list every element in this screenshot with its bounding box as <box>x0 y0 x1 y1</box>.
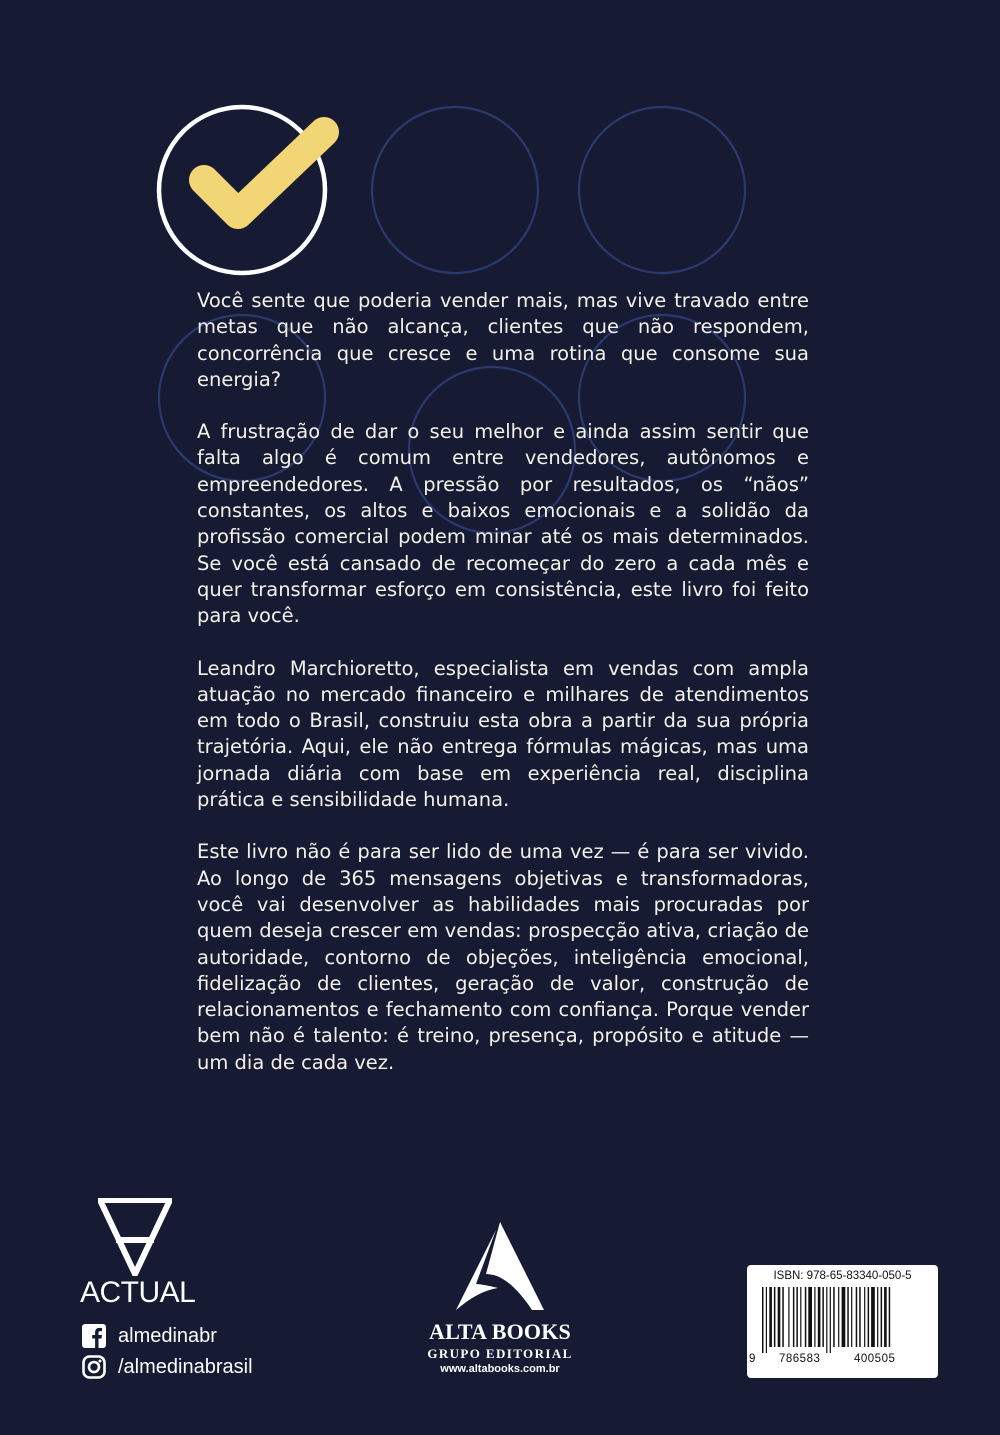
barcode-bar <box>889 1287 891 1347</box>
deco-circle <box>579 107 745 273</box>
actual-wordmark: ACTUAL <box>80 1276 196 1309</box>
barcode-bar <box>842 1287 846 1347</box>
barcode-bar <box>769 1287 772 1347</box>
barcode-bar <box>796 1287 798 1347</box>
instagram-icon <box>82 1355 106 1379</box>
barcode-bar <box>778 1287 781 1347</box>
actual-mark-icon <box>98 1198 172 1276</box>
barcode-bar <box>868 1287 870 1347</box>
barcode-bar <box>808 1287 812 1347</box>
barcode-bar <box>881 1287 883 1347</box>
barcode-bar <box>818 1287 821 1347</box>
barcode-bar <box>877 1287 878 1347</box>
barcode-bar <box>822 1287 824 1347</box>
barcode-bar <box>864 1287 865 1347</box>
barcode-bar <box>762 1287 764 1353</box>
isbn-digit-first: 9 <box>749 1353 756 1365</box>
facebook-handle[interactable] <box>82 1324 217 1348</box>
alta-books-subtitle: GRUPO EDITORIAL <box>427 1346 573 1361</box>
blurb-paragraph-2: A frustração de dar o seu melhor e ainda assim sentir que falta algo é comum entre vendedores, autônomos e empreendedores. A pressão por resultados, os “nãos” constantes, os altos e baixos emocionais e a solidão da profissão comercial podem minar até os mais determinados. Se você está cansado de recomeçar do zero a cada mês e quer transformar esforço em consistência, este livro foi feito para você. <box>197 420 809 628</box>
alta-books-logo <box>420 1220 580 1376</box>
isbn-digits-left: 786583 <box>779 1353 821 1365</box>
check-mark-icon <box>204 132 324 214</box>
barcode-bar <box>782 1287 784 1347</box>
barcode-bar <box>884 1287 887 1347</box>
barcode-bar <box>830 1287 831 1353</box>
barcode-bar <box>814 1287 815 1347</box>
barcode-bar <box>793 1287 795 1347</box>
barcode-bar <box>851 1287 852 1347</box>
isbn-barcode-box <box>747 1265 938 1378</box>
barcode <box>760 1287 926 1353</box>
actual-logo <box>80 1198 200 1308</box>
blurb <box>197 288 809 1102</box>
barcode-bar <box>805 1287 807 1347</box>
blurb-paragraph-1: Você sente que poderia vender mais, mas vive travado entre metas que não alcança, clientes que não respondem, concorrência que cresce e uma rotina que consome sua energia? <box>197 289 809 391</box>
barcode-bar <box>856 1287 858 1347</box>
facebook-icon <box>82 1324 106 1348</box>
barcode-bar <box>774 1287 776 1347</box>
barcode-bar <box>838 1287 839 1347</box>
instagram-handle[interactable] <box>82 1355 253 1379</box>
facebook-handle-text: almedinabr <box>118 1324 217 1347</box>
alta-books-name: ALTA BOOKS <box>428 1319 571 1344</box>
barcode-bar <box>766 1287 767 1353</box>
blurb-paragraph-4: Este livro não é para ser lido de uma vez — é para ser vivido. Ao longo de 365 mensagens objetivas e transformadoras, você vai desenvolver as habilidades mais procuradas por quem deseja crescer em vendas: prospecção ativa, criação de autoridade, contorno de objeções, inteligência emocional, fidelização de clientes, geração de valor, construção de relacionamentos e fechamento com confiança. Porque vender bem não é talento: é treino, presença, propósito e atitude — um dia de cada vez. <box>197 840 809 1074</box>
barcode-bar <box>788 1287 789 1347</box>
barcode-bar <box>800 1287 801 1347</box>
deco-circle <box>372 107 538 273</box>
isbn-label: ISBN: 978-65-83340-050-5 <box>773 1270 912 1282</box>
barcode-bar <box>826 1287 827 1353</box>
alta-books-url[interactable]: www.altabooks.com.br <box>440 1363 560 1375</box>
barcode-bar <box>871 1287 875 1347</box>
isbn-digits-right: 400505 <box>854 1353 896 1365</box>
barcode-bar <box>859 1287 861 1347</box>
barcode-bar <box>847 1287 849 1347</box>
barcode-bar <box>833 1287 835 1347</box>
blurb-paragraph-3: Leandro Marchioretto, especialista em vendas com ampla atuação no mercado financeiro e milhares de atendimentos em todo o Brasil, construiu esta obra a partir da sua própria trajetória. Aqui, ele não entrega fórmulas mágicas, mas uma jornada diária com base em experiência real, disciplina prática e sensibilidade humana. <box>197 656 809 812</box>
instagram-handle-text: /almedinabrasil <box>118 1355 253 1378</box>
alta-books-mark-icon <box>450 1220 550 1314</box>
